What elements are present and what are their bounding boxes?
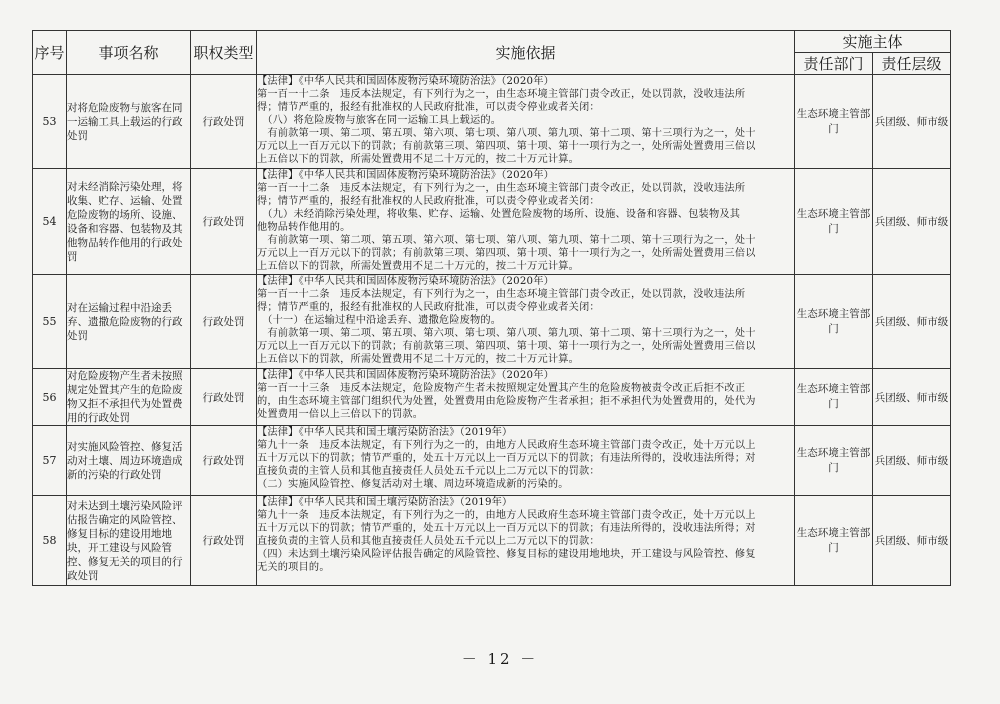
page-number: － 12 －	[461, 650, 539, 668]
responsible-department: 生态环境主管部门	[795, 169, 873, 275]
authority-type: 行政处罚	[191, 496, 257, 586]
header-level: 责任层级	[873, 53, 951, 75]
basis-line: 上五倍以下的罚款，所需处置费用不足二十万元的，按二十万元计算。	[257, 154, 580, 165]
basis-line: （十一）在运输过程中沿途丢弃、遗撒危险废物的。	[257, 315, 502, 326]
legal-basis	[257, 426, 795, 496]
header-type: 职权类型	[191, 31, 257, 75]
basis-line: 得；情节严重的，报经有批准权的人民政府批准，可以责令停业或者关闭：	[257, 302, 600, 313]
table-row	[33, 275, 951, 369]
header-dept: 责任部门	[795, 53, 873, 75]
basis-line: 有前款第一项、第二项、第五项、第六项、第七项、第八项、第九项、第十二项、第十三项行为之一，处十	[257, 128, 756, 139]
legal-basis	[257, 275, 795, 369]
header-no: 序号	[33, 31, 67, 75]
basis-line: 第一百一十二条 违反本法规定，有下列行为之一，由生态环境主管部门责令改正，处以罚款，没收违法所	[257, 89, 746, 100]
responsible-department: 生态环境主管部门	[795, 496, 873, 586]
row-number: 55	[33, 275, 67, 369]
table-row	[33, 369, 951, 426]
row-number: 58	[33, 496, 67, 586]
basis-line: 处置费用一倍以上三倍以下的罚款。	[257, 409, 424, 420]
header-basis: 实施依据	[257, 31, 795, 75]
basis-line: 第九十一条 违反本法规定，有下列行为之一的，由地方人民政府生态环境主管部门责令改正，处十万元以上	[257, 440, 756, 451]
item-name: 对未经消除污染处理，将收集、贮存、运输、处置危险废物的场所、设施、设备和容器、包装物及其他物品转作他用的行政处罚	[67, 169, 191, 275]
legal-basis	[257, 369, 795, 426]
authority-type: 行政处罚	[191, 169, 257, 275]
responsible-department: 生态环境主管部门	[795, 75, 873, 169]
item-name: 对危险废物产生者未按照规定处置其产生的危险废物又拒不承担代为处置费用的行政处罚	[67, 369, 191, 426]
basis-line: 【法律】《中华人民共和国固体废物污染环境防治法》（2020年）	[257, 370, 554, 381]
legal-basis	[257, 496, 795, 586]
basis-line: 第一百一十三条 违反本法规定，危险废物产生者未按照规定处置其产生的危险废物被责令改正后拒不改正	[257, 383, 746, 394]
authority-type: 行政处罚	[191, 369, 257, 426]
row-number: 54	[33, 169, 67, 275]
basis-line: 五十万元以下的罚款；情节严重的，处五十万元以上一百万元以下的罚款；有违法所得的，没收违法所得；对	[257, 453, 756, 464]
basis-line: 直接负责的主管人员和其他直接责任人员处五千元以上二万元以下的罚款：	[257, 466, 600, 477]
basis-line: 第一百一十二条 违反本法规定，有下列行为之一，由生态环境主管部门责令改正，处以罚款，没收违法所	[257, 183, 746, 194]
authority-type: 行政处罚	[191, 75, 257, 169]
item-name: 对在运输过程中沿途丢弃、遗撒危险废物的行政处罚	[67, 275, 191, 369]
basis-line: 五十万元以下的罚款；情节严重的，处五十万元以上一百万元以下的罚款；有违法所得的，没收违法所得；对	[257, 523, 756, 534]
basis-line: 【法律】《中华人民共和国固体废物污染环境防治法》（2020年）	[257, 276, 554, 287]
basis-line: 直接负责的主管人员和其他直接责任人员处五千元以上二万元以下的罚款：	[257, 536, 600, 547]
basis-line: 【法律】《中华人民共和国土壤污染防治法》（2019年）	[257, 497, 513, 508]
responsibility-level: 兵团级、师市级	[873, 75, 951, 169]
table-row	[33, 496, 951, 586]
basis-line: 得；情节严重的，报经有批准权的人民政府批准，可以责令停业或者关闭：	[257, 196, 600, 207]
table-body	[33, 75, 951, 586]
table-row	[33, 75, 951, 169]
responsibility-level: 兵团级、师市级	[873, 169, 951, 275]
header-subject: 实施主体	[795, 31, 951, 53]
basis-line: 上五倍以下的罚款，所需处置费用不足二十万元的，按二十万元计算。	[257, 354, 580, 365]
authority-type: 行政处罚	[191, 275, 257, 369]
basis-line: 第九十一条 违反本法规定，有下列行为之一的，由地方人民政府生态环境主管部门责令改正，处十万元以上	[257, 510, 756, 521]
basis-line: 的，由生态环境主管部门组织代为处置，处置费用由危险废物产生者承担；拒不承担代为处置费用的，处代为	[257, 396, 756, 407]
row-number: 57	[33, 426, 67, 496]
responsible-department: 生态环境主管部门	[795, 369, 873, 426]
basis-line: 他物品转作他用的。	[257, 222, 351, 233]
basis-line: 上五倍以下的罚款，所需处置费用不足二十万元的，按二十万元计算。	[257, 261, 580, 272]
row-number: 53	[33, 75, 67, 169]
responsible-department: 生态环境主管部门	[795, 275, 873, 369]
header-name: 事项名称	[67, 31, 191, 75]
item-table	[32, 30, 951, 586]
responsibility-level: 兵团级、师市级	[873, 496, 951, 586]
table-row	[33, 169, 951, 275]
basis-line: 【法律】《中华人民共和国土壤污染防治法》（2019年）	[257, 427, 513, 438]
basis-line: 万元以上一百万元以下的罚款；有前款第三项、第四项、第十项、第十一项行为之一，处所需处置费用三倍以	[257, 248, 756, 259]
basis-line: 【法律】《中华人民共和国固体废物污染环境防治法》（2020年）	[257, 76, 554, 87]
basis-line: 万元以上一百万元以下的罚款；有前款第三项、第四项、第十项、第十一项行为之一，处所需处置费用三倍以	[257, 341, 756, 352]
legal-basis	[257, 169, 795, 275]
basis-line: （四）未达到土壤污染风险评估报告确定的风险管控、修复目标的建设用地地块，开工建设与风险管控、修复	[257, 549, 756, 560]
basis-line: 【法律】《中华人民共和国固体废物污染环境防治法》（2020年）	[257, 170, 554, 181]
item-name: 对将危险废物与旅客在同一运输工具上载运的行政处罚	[67, 75, 191, 169]
basis-line: （二）实施风险管控、修复活动对土壤、周边环境造成新的污染的。	[257, 479, 569, 490]
row-number: 56	[33, 369, 67, 426]
basis-line: 得；情节严重的，报经有批准权的人民政府批准，可以责令停业或者关闭：	[257, 102, 600, 113]
responsibility-level: 兵团级、师市级	[873, 426, 951, 496]
basis-line: （八）将危险废物与旅客在同一运输工具上载运的。	[257, 115, 502, 126]
table-row	[33, 426, 951, 496]
responsible-department: 生态环境主管部门	[795, 426, 873, 496]
responsibility-level: 兵团级、师市级	[873, 275, 951, 369]
item-name: 对实施风险管控、修复活动对土壤、周边环境造成新的污染的行政处罚	[67, 426, 191, 496]
basis-line: 第一百一十二条 违反本法规定，有下列行为之一，由生态环境主管部门责令改正，处以罚款，没收违法所	[257, 289, 746, 300]
authority-type: 行政处罚	[191, 426, 257, 496]
basis-line: 有前款第一项、第二项、第五项、第六项、第七项、第八项、第九项、第十二项、第十三项行为之一，处十	[257, 328, 756, 339]
basis-line: 无关的项目的。	[257, 562, 330, 573]
basis-line: 有前款第一项、第二项、第五项、第六项、第七项、第八项、第九项、第十二项、第十三项行为之一，处十	[257, 235, 756, 246]
item-name: 对未达到土壤污染风险评估报告确定的风险管控、修复目标的建设用地地块，开工建设与风险管控、修复无关的项目的行政处罚	[67, 496, 191, 586]
responsibility-level: 兵团级、师市级	[873, 369, 951, 426]
legal-basis	[257, 75, 795, 169]
basis-line: 万元以上一百万元以下的罚款；有前款第三项、第四项、第十项、第十一项行为之一，处所需处置费用三倍以	[257, 141, 756, 152]
basis-line: （九）未经消除污染处理，将收集、贮存、运输、处置危险废物的场所、设施、设备和容器、包装物及其	[257, 209, 741, 220]
